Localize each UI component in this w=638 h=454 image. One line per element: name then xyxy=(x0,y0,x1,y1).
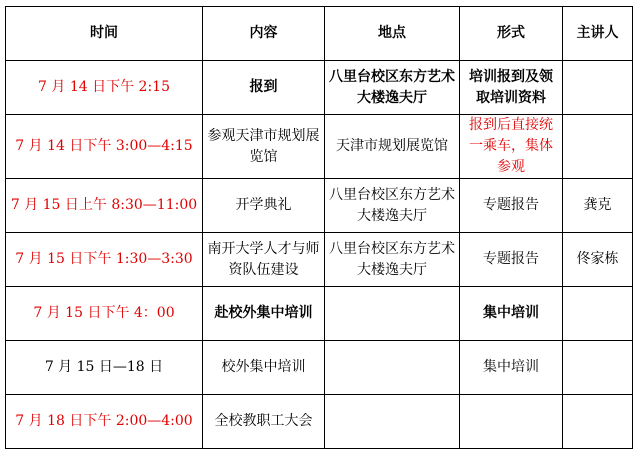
row-time: 7 月 15 日下午 1:30—3:30 xyxy=(6,233,203,287)
table-row xyxy=(6,395,633,449)
row-format: 报到后直接统一乘车，集体参观 xyxy=(460,115,563,179)
row-speaker: 龚克 xyxy=(563,179,633,233)
row-content: 开学典礼 xyxy=(203,179,325,233)
row-speaker xyxy=(563,61,633,115)
table-row xyxy=(6,287,633,341)
row-format: 专题报告 xyxy=(460,233,563,287)
row-location: 天津市规划展览馆 xyxy=(325,115,460,179)
row-content: 参观天津市规划展览馆 xyxy=(203,115,325,179)
row-content: 报到 xyxy=(203,61,325,115)
row-location: 八里台校区东方艺术大楼逸夫厅 xyxy=(325,179,460,233)
header-speaker: 主讲人 xyxy=(563,7,633,61)
row-location: 八里台校区东方艺术大楼逸夫厅 xyxy=(325,61,460,115)
header-format: 形式 xyxy=(460,7,563,61)
row-time: 7 月 14 日下午 2:15 xyxy=(6,61,203,115)
table-row xyxy=(6,233,633,287)
table-row xyxy=(6,341,633,395)
row-location xyxy=(325,395,460,449)
table-row xyxy=(6,115,633,179)
row-speaker xyxy=(563,341,633,395)
table-row xyxy=(6,61,633,115)
row-location xyxy=(325,341,460,395)
row-location xyxy=(325,287,460,341)
row-format: 集中培训 xyxy=(460,287,563,341)
row-time: 7 月 14 日下午 3:00—4:15 xyxy=(6,115,203,179)
row-location: 八里台校区东方艺术大楼逸夫厅 xyxy=(325,233,460,287)
row-speaker xyxy=(563,395,633,449)
row-speaker xyxy=(563,115,633,179)
row-content: 校外集中培训 xyxy=(203,341,325,395)
row-time: 7 月 15 日下午 4：00 xyxy=(6,287,203,341)
row-content: 全校教职工大会 xyxy=(203,395,325,449)
header-row xyxy=(6,7,633,61)
schedule-table xyxy=(5,6,633,449)
row-time: 7 月 15 日—18 日 xyxy=(6,341,203,395)
table-row xyxy=(6,179,633,233)
header-content: 内容 xyxy=(203,7,325,61)
row-content: 南开大学人才与师资队伍建设 xyxy=(203,233,325,287)
row-speaker: 佟家栋 xyxy=(563,233,633,287)
row-format: 集中培训 xyxy=(460,341,563,395)
row-time: 7 月 18 日下午 2:00—4:00 xyxy=(6,395,203,449)
row-time: 7 月 15 日上午 8:30—11:00 xyxy=(6,179,203,233)
row-format: 专题报告 xyxy=(460,179,563,233)
header-time: 时间 xyxy=(6,7,203,61)
row-format xyxy=(460,395,563,449)
row-format: 培训报到及领取培训资料 xyxy=(460,61,563,115)
header-location: 地点 xyxy=(325,7,460,61)
row-speaker xyxy=(563,287,633,341)
row-content: 赴校外集中培训 xyxy=(203,287,325,341)
